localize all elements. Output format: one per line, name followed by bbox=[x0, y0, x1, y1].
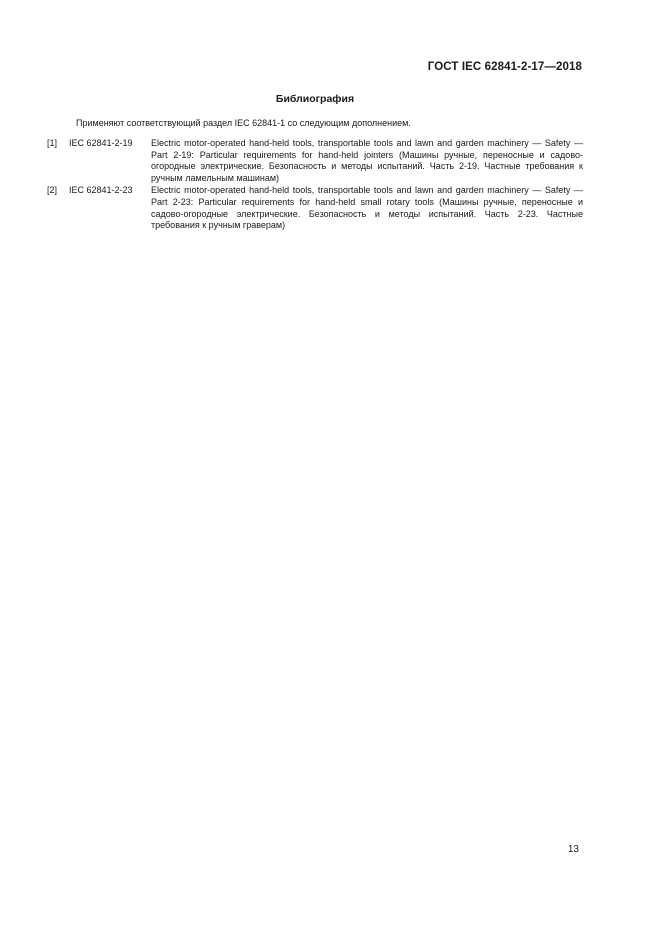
reference-code: IEC 62841-2-23 bbox=[69, 185, 133, 196]
bibliography-title: Библиография bbox=[275, 93, 355, 105]
reference-text: Electric motor-operated hand-held tools, transportable tools and lawn and garden machinery — Safety — Part 2-23: Particular requirements for hand-held small rotary tools (Машины ручные, переносные и садово-огородные электрические. Безопасность и методы испытаний. Часть 2-23. Частные требования к ручным граверам) bbox=[151, 185, 583, 231]
bibliography-intro: Применяют соответствующий раздел IEC 62841-1 со следующим дополнением. bbox=[76, 118, 411, 128]
standard-designation: ГОСТ IEC 62841-2-17—2018 bbox=[427, 61, 582, 73]
reference-code: IEC 62841-2-19 bbox=[69, 138, 133, 148]
reference-number: [2] bbox=[47, 185, 58, 196]
reference-item bbox=[47, 138, 583, 184]
reference-item bbox=[47, 185, 583, 231]
reference-number: [1] bbox=[47, 138, 58, 148]
page-number: 13 bbox=[567, 844, 579, 855]
reference-text: Electric motor-operated hand-held tools, transportable tools and lawn and garden machinery — Safety — Part 2-19: Particular requirements for hand-held jointers (Машины ручные, переносные и садово-огородные электрические. Безопасность и методы испытаний. Часть 2-19. Частные требования к ручным ламельным машинам) bbox=[151, 138, 583, 183]
reference-list bbox=[47, 138, 583, 233]
